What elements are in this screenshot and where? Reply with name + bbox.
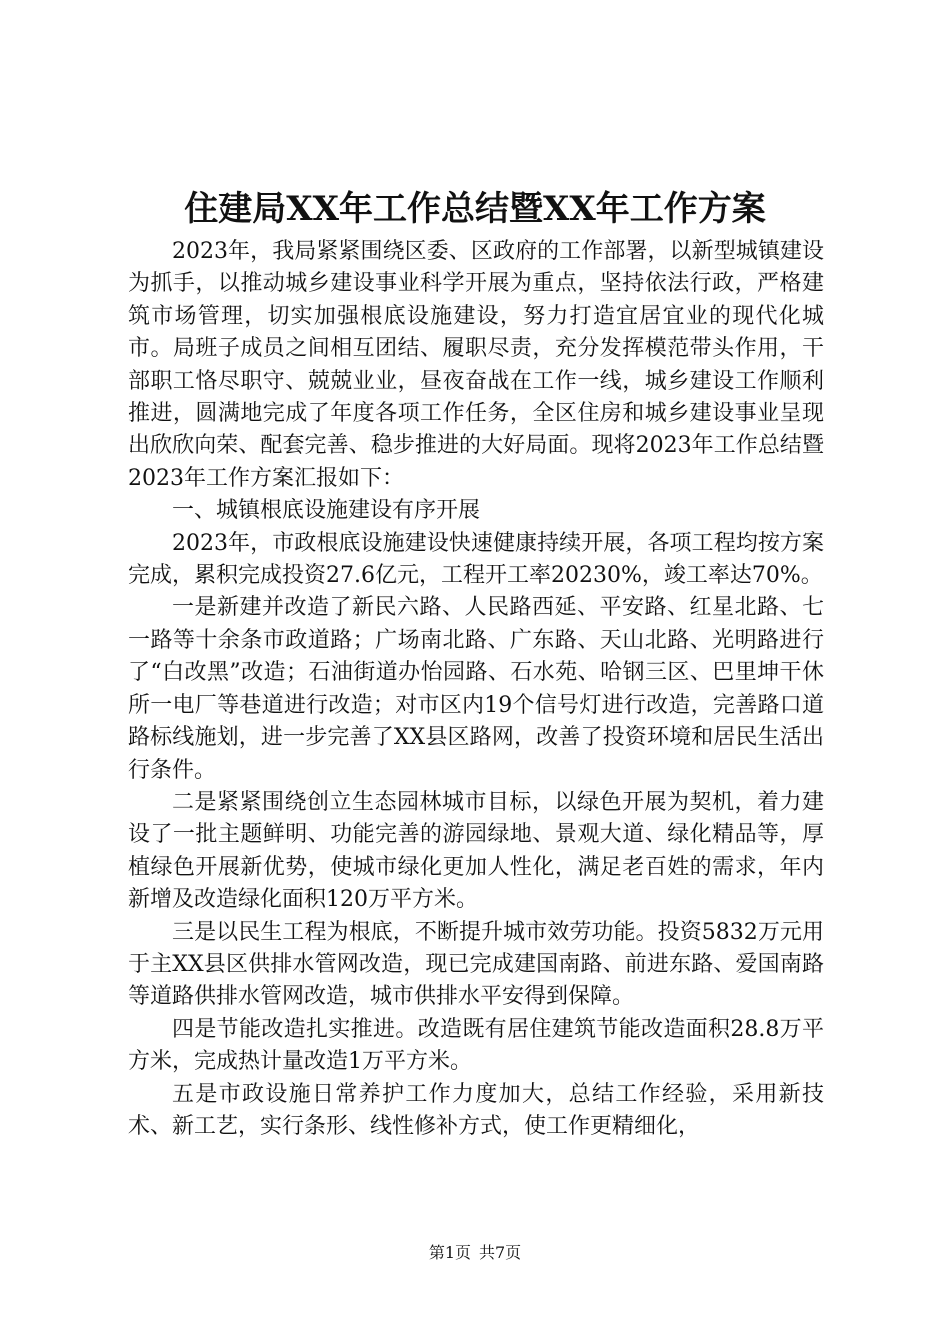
paragraph-item-5: 五是市政设施日常养护工作力度加大，总结工作经验，采用新技术、新工艺，实行条形、线性修补方式，使工作更精细化， [128,1081,824,1139]
paragraph-item-3: 三是以民生工程为根底，不断提升城市效劳功能。投资5832万元用于主XX县区供排水管网改造，现已完成建国南路、前进东路、爱国南路等道路供排水管网改造，城市供排水平安得到保障。 [128,919,824,1010]
paragraph-item-1: 一是新建并改造了新民六路、人民路西延、平安路、红星北路、七一路等十余条市政道路；广场南北路、广东路、天山北路、光明路进行了“白改黑”改造；石油街道办怡园路、石水苑、哈钢三区、巴里坤干休所一电厂等巷道进行改造；对市区内19个信号灯进行改造，完善路口道路标线施划，进一步完善了XX县区路网，改善了投资环境和居民生活出行条件。 [128,595,824,783]
paragraph-item-2: 二是紧紧围绕创立生态园林城市目标，以绿色开展为契机，着力建设了一批主题鲜明、功能完善的游园绿地、景观大道、绿化精品等，厚植绿色开展新优势，使城市绿化更加人性化，满足老百姓的需求，年内新增及改造绿化面积120万平方米。 [128,789,824,913]
paragraph-intro: 2023年，我局紧紧围绕区委、区政府的工作部署，以新型城镇建设为抓手，以推动城乡建设事业科学开展为重点，坚持依法行政，严格建筑市场管理，切实加强根底设施建设，努力打造宜居宜业的现代化城市。局班子成员之间相互团结、履职尽责，充分发挥模范带头作用，干部职工恪尽职守、兢兢业业，昼夜奋战在工作一线，城乡建设工作顺利推进，圆满地完成了年度各项工作任务，全区住房和城乡建设事业呈现出欣欣向荣、配套完善、稳步推进的大好局面。现将2023年工作总结暨2023年工作方案汇报如下： [128,239,824,491]
document-body [128,236,824,1143]
page-footer [0,1242,950,1264]
page-number-current: 第1页 [428,1243,471,1262]
paragraph-infrastructure-summary: 2023年，市政根底设施建设快速健康持续开展，各项工程均按方案完成，累积完成投资27.6亿元，工程开工率20230%，竣工率达70%。 [128,530,824,589]
section-heading-1: 一、城镇根底设施建设有序开展 [172,498,481,524]
page-number-total: 共7页 [479,1243,522,1262]
paragraph-item-4: 四是节能改造扎实推进。改造既有居住建筑节能改造面积28.8万平方米，完成热计量改造1万平方米。 [128,1016,824,1075]
document-title: 住建局XX年工作总结暨XX年工作方案 [184,189,766,229]
